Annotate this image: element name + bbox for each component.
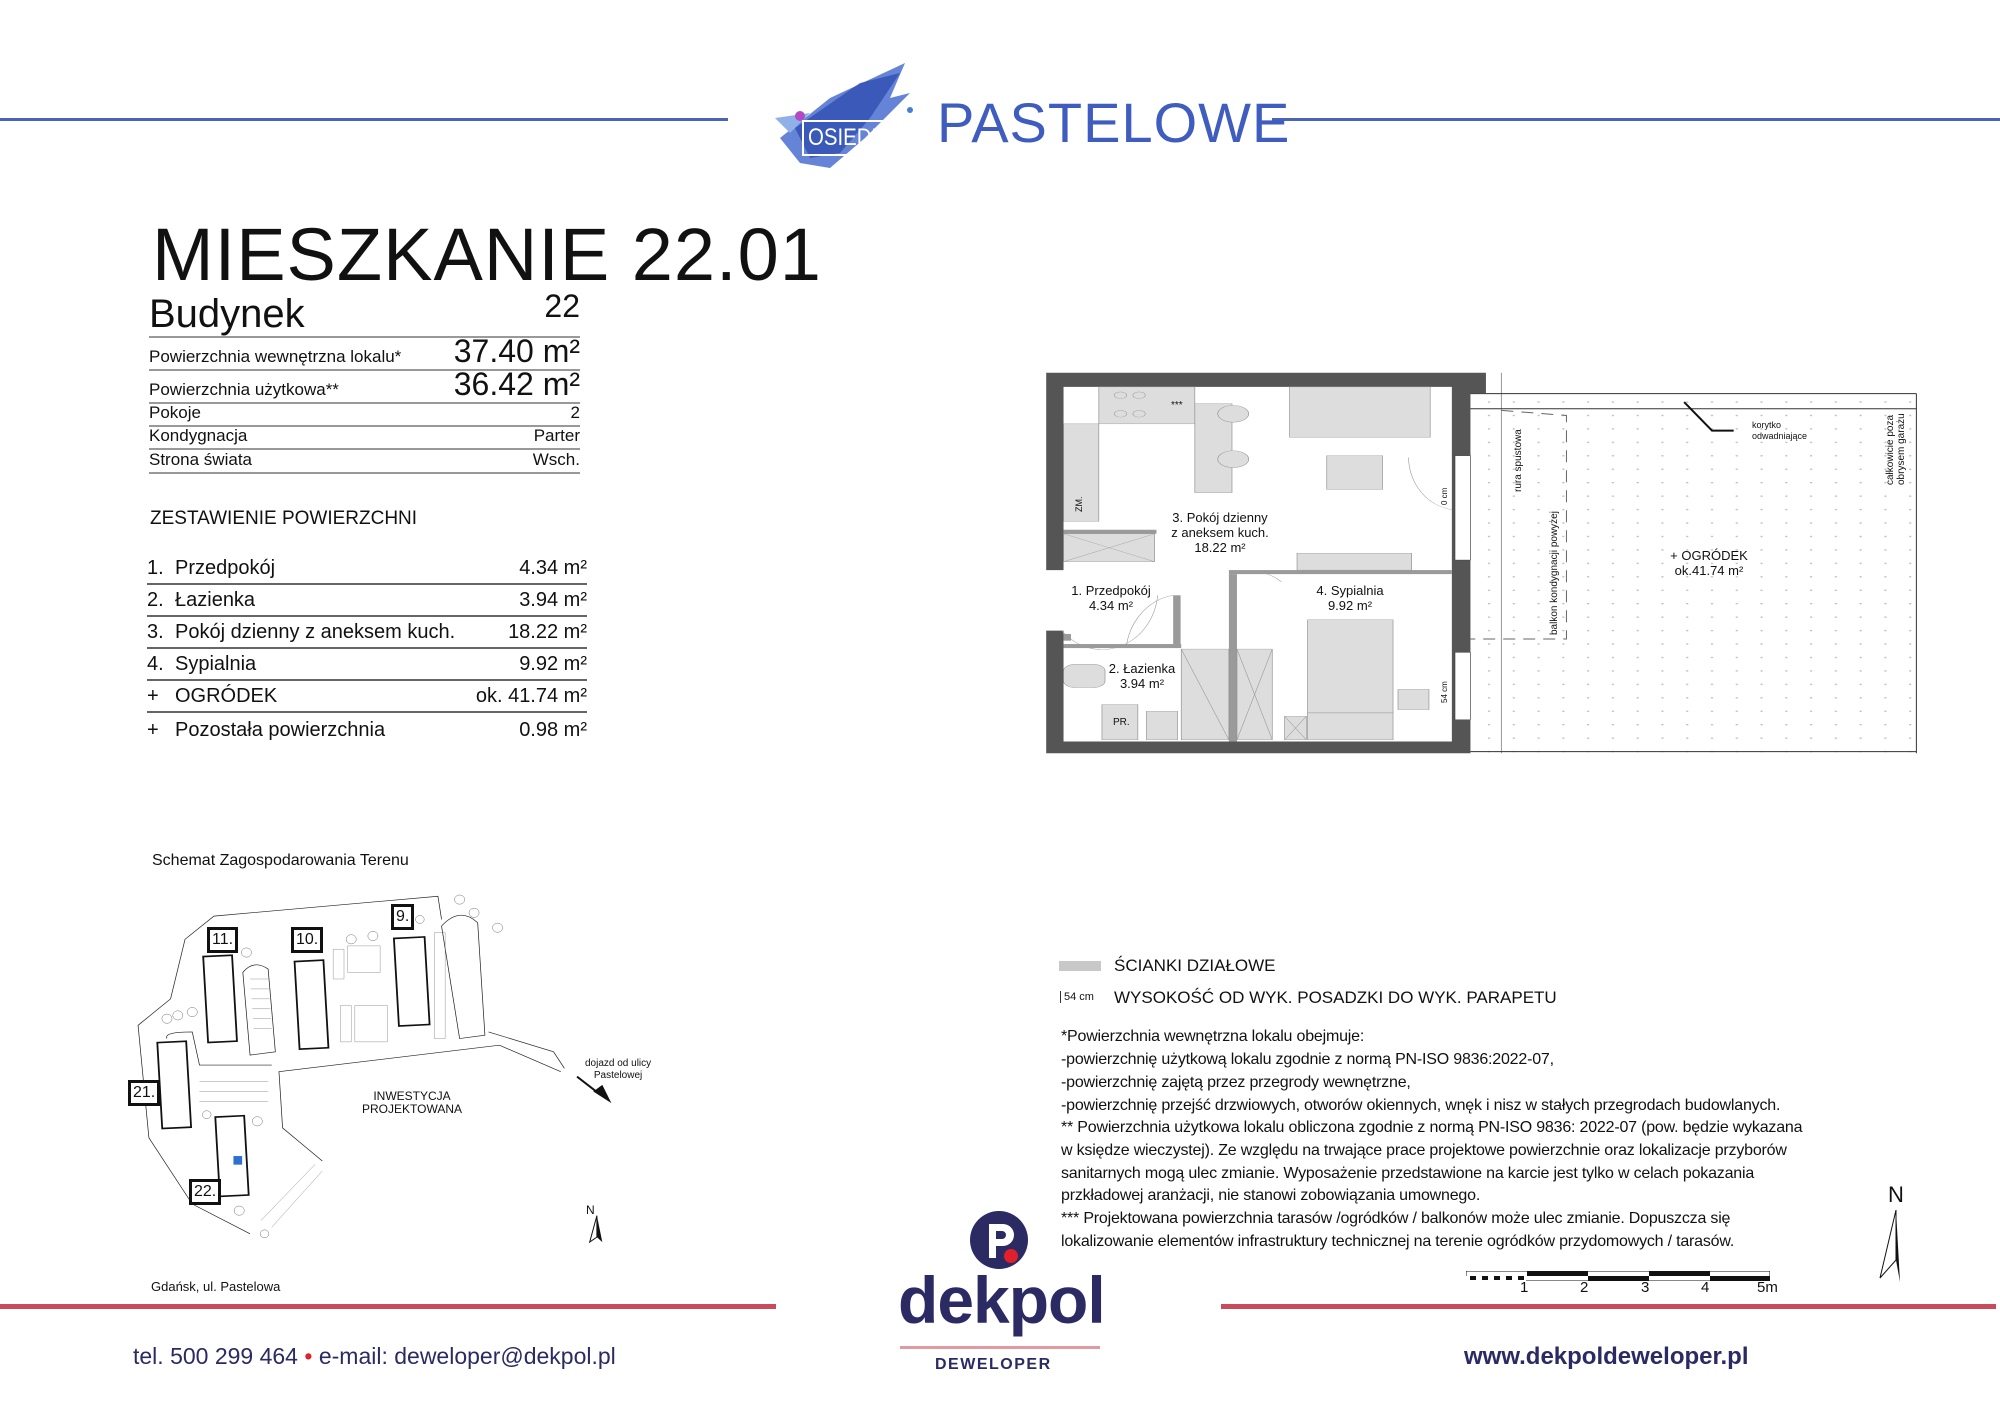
invest-label-2: PROJEKTOWANA	[361, 1102, 463, 1116]
row-value: Parter	[533, 426, 580, 445]
osiedle-logo-text: OSIEDLE	[808, 124, 897, 151]
room-label-living	[1171, 510, 1269, 555]
row-value: 36.42 m²	[453, 366, 580, 402]
item-name: Łazienka	[175, 589, 256, 611]
floor-plan	[1040, 360, 2000, 760]
building-marker-11: 11.	[207, 927, 238, 953]
room-area: 4.34 m²	[1088, 598, 1134, 613]
item-number: 4.	[147, 653, 164, 675]
item-area: 4.34 m²	[519, 557, 587, 579]
scale-label: 3	[1641, 1279, 1650, 1296]
item-name: Przedpokój	[175, 557, 276, 579]
room-label-garden	[1670, 548, 1748, 578]
drain-label-2: odwadniające	[1752, 431, 1808, 441]
building-marker-9: 9.	[391, 904, 414, 930]
garage-label	[1885, 413, 1907, 485]
site-location: Gdańsk, ul. Pastelowa	[151, 1279, 281, 1294]
contact-info	[133, 1343, 616, 1370]
row-label: Strona świata	[149, 450, 252, 469]
scale-label: 1	[1520, 1279, 1529, 1296]
footer-rule-right	[1221, 1304, 1996, 1309]
list-item	[147, 713, 587, 745]
note-line: lokalizowanie elementów infrastruktury technicznej na terenie ogródków przydomowych / tarasów.	[1061, 1233, 1735, 1250]
separator-dot-icon: •	[304, 1343, 313, 1369]
window-height-2: 54 cm	[1440, 681, 1449, 703]
item-area: 0.98 m²	[519, 719, 587, 741]
scale-label: 2	[1580, 1279, 1589, 1296]
downpipe-label: rura spustowa	[1513, 429, 1524, 492]
invest-label-1: INWESTYCJA	[373, 1089, 451, 1103]
item-number: 3.	[147, 621, 164, 643]
scale-label: 5m	[1757, 1279, 1778, 1296]
item-area: 18.22 m²	[508, 621, 587, 643]
access-label-2: Pastelowej	[593, 1070, 643, 1081]
brand-divider	[900, 1346, 1100, 1349]
note-line: w księdze wieczystej). Ze względu na trwające prace projektowe powierzchnie oraz lokalizacje przyborów	[1061, 1142, 1787, 1159]
scale-bar	[1466, 1268, 1770, 1278]
site-north-label: N	[586, 1203, 595, 1217]
item-number: 2.	[147, 589, 164, 611]
access-road-label	[585, 1058, 651, 1082]
north-arrow-icon	[1876, 1210, 1906, 1282]
fridge-label: ZM.	[1074, 496, 1084, 512]
balcony-above-label: balkon kondygnacji powyżej	[1549, 511, 1560, 635]
partition-wall-swatch	[1059, 961, 1101, 971]
legend-partition-walls: ŚCIANKI DZIAŁOWE	[1114, 956, 1276, 975]
project-name: PASTELOWE	[937, 91, 1291, 154]
planned-investment-label	[362, 1090, 462, 1116]
note-line: -powierzchnię zajętą przez przegrody wewnętrzne,	[1061, 1074, 1411, 1091]
room-label-bedroom	[1316, 583, 1383, 613]
access-label-1: dojazd od ulicy	[585, 1058, 652, 1069]
email-link[interactable]: e-mail: deweloper@dekpol.pl	[318, 1343, 616, 1369]
item-name: Pokój dzienny z aneksem kuch.	[175, 621, 456, 643]
row-value: Wsch.	[532, 450, 580, 469]
dishwasher-label: ***	[1171, 400, 1183, 411]
website-link[interactable]: www.dekpoldeweloper.pl	[1464, 1343, 1749, 1370]
building-value: 22	[544, 288, 580, 324]
item-number: +	[147, 719, 159, 741]
legend-height-sample	[1060, 991, 1094, 1003]
room-name: 2. Łazienka	[1108, 661, 1176, 676]
room-label-bathroom	[1109, 661, 1176, 691]
room-label-hall	[1071, 583, 1151, 613]
item-name: Sypialnia	[175, 653, 257, 675]
room-name: + OGRÓDEK	[1670, 548, 1748, 563]
item-number: +	[147, 685, 159, 707]
row-label: Kondygnacja	[149, 426, 248, 445]
row-value: 2	[570, 403, 580, 422]
garage-label-2: obrysem garażu	[1896, 413, 1907, 485]
building-marker-10: 10.	[291, 927, 323, 953]
apartment-title: MIESZKANIE 22.01	[152, 213, 822, 296]
row-label: Pokoje	[149, 403, 201, 422]
note-line: sanitarnych mogą ulec zmianie. Wyposażenie przedstawione na karcie jest tylko w celach pokazania	[1061, 1165, 1755, 1182]
drain-label-1: korytko	[1752, 420, 1782, 430]
list-item	[147, 649, 587, 681]
building-marker-22: 22.	[189, 1179, 221, 1205]
drain-label	[1752, 420, 1807, 442]
item-name: Pozostała powierzchnia	[175, 719, 386, 741]
phone-link[interactable]: tel. 500 299 464	[133, 1343, 298, 1369]
scale-label: 4	[1701, 1279, 1710, 1296]
info-row-orientation	[149, 450, 580, 474]
note-line: *** Projektowana powierzchnia tarasów /ogródków / balkonów może ulec zmianie. Dopuszcza się	[1061, 1210, 1731, 1227]
note-line: ** Powierzchnia użytkowa lokalu obliczona zgodnie z normą PN-ISO 9836: 2022-07 (pow. będzie wykazana	[1061, 1119, 1803, 1136]
washer-label: PR.	[1113, 717, 1130, 728]
header-rule-left	[0, 118, 728, 121]
list-item	[147, 553, 587, 585]
note-line: -powierzchnię przejść drzwiowych, otworów okiennych, wnęk i nisz w stałych przegrodach budowlanych.	[1061, 1097, 1781, 1114]
note-line: -powierzchnię użytkową lokalu zgodnie z normą PN-ISO 9836:2022-07,	[1061, 1051, 1554, 1068]
item-area: 9.92 m²	[519, 653, 587, 675]
summary-heading: ZESTAWIENIE POWIERZCHNI	[150, 508, 418, 529]
list-item	[147, 585, 587, 617]
building-marker-21: 21.	[128, 1080, 160, 1106]
room-area: ok.41.74 m²	[1674, 563, 1744, 578]
info-row-rooms	[149, 404, 580, 427]
building-label: Budynek	[149, 292, 305, 336]
north-label: N	[1888, 1182, 1904, 1207]
item-area: 3.94 m²	[519, 589, 587, 611]
row-value: 37.40 m²	[453, 333, 580, 369]
dekpol-brand-sub: DEWELOPER	[935, 1356, 1052, 1373]
dekpol-brand: dekpol	[898, 1263, 1105, 1337]
room-area: 18.22 m²	[1194, 540, 1246, 555]
list-item	[147, 681, 587, 713]
legend-sill-height: WYSOKOŚĆ OD WYK. POSADZKI DO WYK. PARAPETU	[1114, 988, 1557, 1007]
osiedle-logo	[770, 58, 920, 173]
room-area: 3.94 m²	[1119, 676, 1165, 691]
info-row-usable-area	[149, 366, 580, 404]
header-rule-right	[1272, 118, 2000, 121]
note-line: przkładowej aranżacji, nie stanowi zobowiązania umownego.	[1061, 1187, 1481, 1204]
row-label: Powierzchnia użytkowa**	[149, 380, 339, 399]
room-name-cont: z aneksem kuch.	[1171, 525, 1269, 540]
info-row-floor	[149, 427, 580, 450]
garage-label-1: całkowicie poza	[1885, 414, 1896, 485]
room-area: 9.92 m²	[1327, 598, 1373, 613]
room-name: 4. Sypialnia	[1316, 583, 1384, 598]
item-area: ok. 41.74 m²	[475, 685, 587, 707]
window-height-1: 0 cm	[1440, 487, 1449, 505]
item-name: OGRÓDEK	[175, 685, 278, 707]
height-sample-text: 54 cm	[1064, 991, 1094, 1003]
list-item	[147, 617, 587, 649]
room-name: 3. Pokój dzienny	[1172, 510, 1268, 525]
row-label: Powierzchnia wewnętrzna lokalu*	[149, 347, 402, 366]
room-name: 1. Przedpokój	[1071, 583, 1151, 598]
building-row	[149, 290, 580, 338]
footer-rule-left	[0, 1304, 776, 1309]
site-plan-title: Schemat Zagospodarowania Terenu	[152, 852, 409, 869]
item-number: 1.	[147, 557, 164, 579]
note-line: *Powierzchnia wewnętrzna lokalu obejmuje:	[1061, 1028, 1365, 1045]
